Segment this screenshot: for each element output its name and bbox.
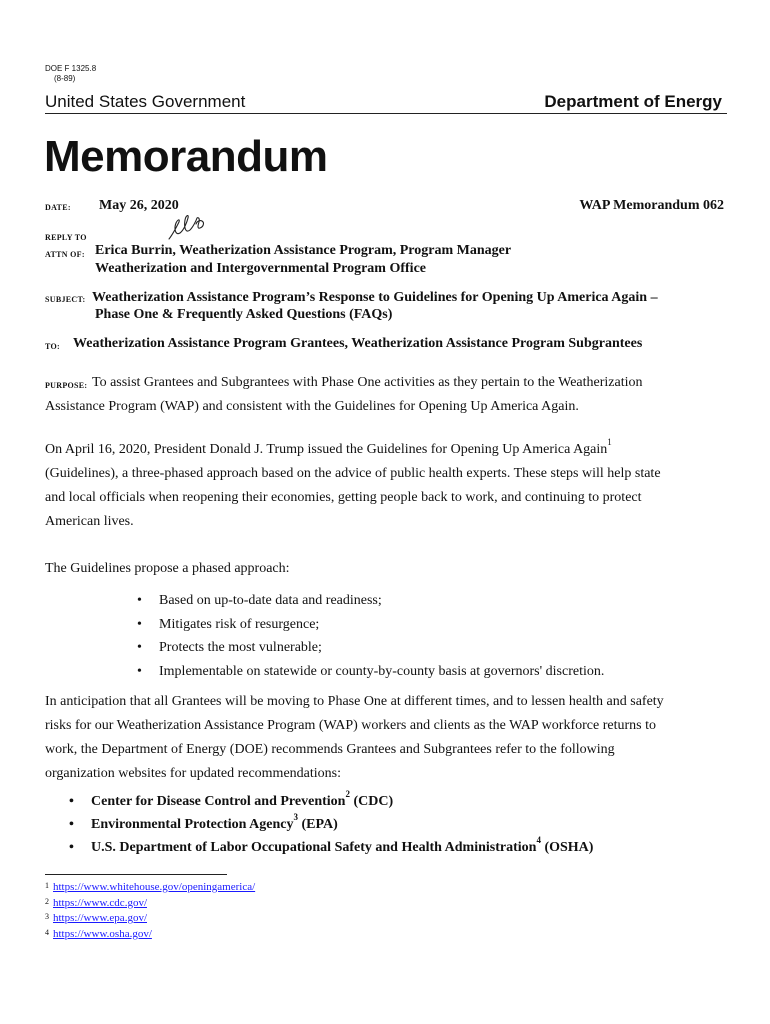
footnote-ref: 3: [293, 812, 298, 823]
paragraph-line: On April 16, 2020, President Donald J. Trump issued the Guidelines for Opening Up America Again: [45, 442, 608, 457]
organization-item: [91, 836, 593, 859]
organization-abbr: (OSHA): [544, 840, 594, 855]
paragraph-line: organization websites for updated recommendations:: [45, 766, 341, 781]
attn-name-line: Erica Burrin, Weatherization Assistance Program, Program Manager: [95, 243, 512, 258]
government-heading: United States Government: [45, 92, 246, 111]
paragraph-phased-approach: The Guidelines propose a phased approach:: [45, 561, 290, 576]
memo-number: WAP Memorandum 062: [579, 198, 724, 213]
header-divider: [45, 113, 727, 114]
to-recipients: Weatherization Assistance Program Grantees, Weatherization Assistance Program Subgrantees: [73, 336, 643, 351]
attn-office-line: Weatherization and Intergovernmental Program Office: [95, 261, 427, 276]
organization-name: U.S. Department of Labor Occupational Safety and Health Administration: [91, 840, 537, 855]
subject-line-2: Phase One & Frequently Asked Questions (FAQs): [95, 307, 393, 322]
subject-line-1: Weatherization Assistance Program’s Response to Guidelines for Opening Up America Again –: [92, 290, 658, 305]
footnote-link-epa[interactable]: https://www.epa.gov/: [53, 912, 147, 924]
organization-item: [91, 790, 593, 813]
page-title: Memorandum: [44, 132, 328, 181]
footnotes: [45, 880, 255, 942]
footnote-number: 2: [45, 896, 49, 906]
paragraph-line: and local officials when reopening their economies, getting people back to work, and continuing to protect: [45, 490, 642, 505]
subject-label: SUBJECT:: [45, 295, 86, 304]
memo-date: May 26, 2020: [99, 198, 179, 213]
footnote: [45, 927, 255, 943]
paragraph-line: risks for our Weatherization Assistance Program (WAP) workers and clients as the WAP workforce returns to: [45, 718, 656, 733]
organization-name: Environmental Protection Agency: [91, 817, 294, 832]
paragraph-line: work, the Department of Energy (DOE) recommends Grantees and Subgrantees refer to the following: [45, 742, 615, 757]
footnote-ref: 4: [536, 835, 541, 846]
footnote-divider: [45, 874, 227, 875]
footnote-number: 1: [45, 881, 49, 890]
attn-of-label: ATTN OF:: [45, 250, 85, 259]
form-identifier: [45, 64, 96, 84]
paragraph-line: In anticipation that all Grantees will be moving to Phase One at different times, and to lessen health and safety: [45, 694, 664, 709]
form-number: DOE F 1325.8: [45, 64, 97, 73]
footnote-link-osha[interactable]: https://www.osha.gov/: [53, 927, 152, 940]
organization-abbr: (CDC): [353, 794, 394, 809]
paragraph-guidelines: [45, 438, 725, 534]
signature-initials: [166, 212, 208, 244]
paragraph-line: American lives.: [45, 514, 134, 529]
footnote-ref: 2: [345, 789, 350, 800]
list-item: • Implementable on statewide or county-by-county basis at governors' discretion.: [159, 660, 604, 684]
paragraph-line: (Guidelines), a three-phased approach based on the advice of public health experts. These steps will help state: [45, 466, 661, 481]
list-item: • Based on up-to-date data and readiness;: [159, 589, 604, 613]
paragraph-recommendations: [45, 690, 725, 786]
organization-item: [91, 813, 593, 836]
organization-list: [91, 790, 593, 859]
purpose-line-1: To assist Grantees and Subgrantees with Phase One activities as they pertain to the Weatherization: [92, 375, 643, 390]
footnote-number: 3: [45, 912, 49, 921]
to-label: TO:: [45, 342, 60, 351]
list-item: • Mitigates risk of resurgence;: [159, 613, 604, 637]
form-revision: (8-89): [54, 74, 76, 83]
footnote: [45, 880, 255, 896]
department-heading: Department of Energy: [544, 92, 722, 111]
footnote-ref: 1: [607, 437, 612, 448]
organization-abbr: (EPA): [301, 817, 338, 832]
phased-approach-list: [159, 589, 604, 683]
footnote: [45, 896, 255, 912]
organization-name: Center for Disease Control and Prevention: [91, 794, 346, 809]
footnote-link-cdc[interactable]: https://www.cdc.gov/: [53, 896, 147, 909]
purpose-line-2: Assistance Program (WAP) and consistent with the Guidelines for Opening Up America Again.: [45, 399, 579, 414]
footnote: [45, 911, 255, 927]
footnote-number: 4: [45, 927, 49, 937]
footnote-link-whitehouse[interactable]: https://www.whitehouse.gov/openingamerica/: [53, 881, 256, 893]
date-label: DATE:: [45, 203, 71, 212]
purpose-label: PURPOSE:: [45, 381, 88, 390]
reply-to-label: REPLY TO: [45, 233, 87, 242]
list-item: • Protects the most vulnerable;: [159, 636, 604, 660]
